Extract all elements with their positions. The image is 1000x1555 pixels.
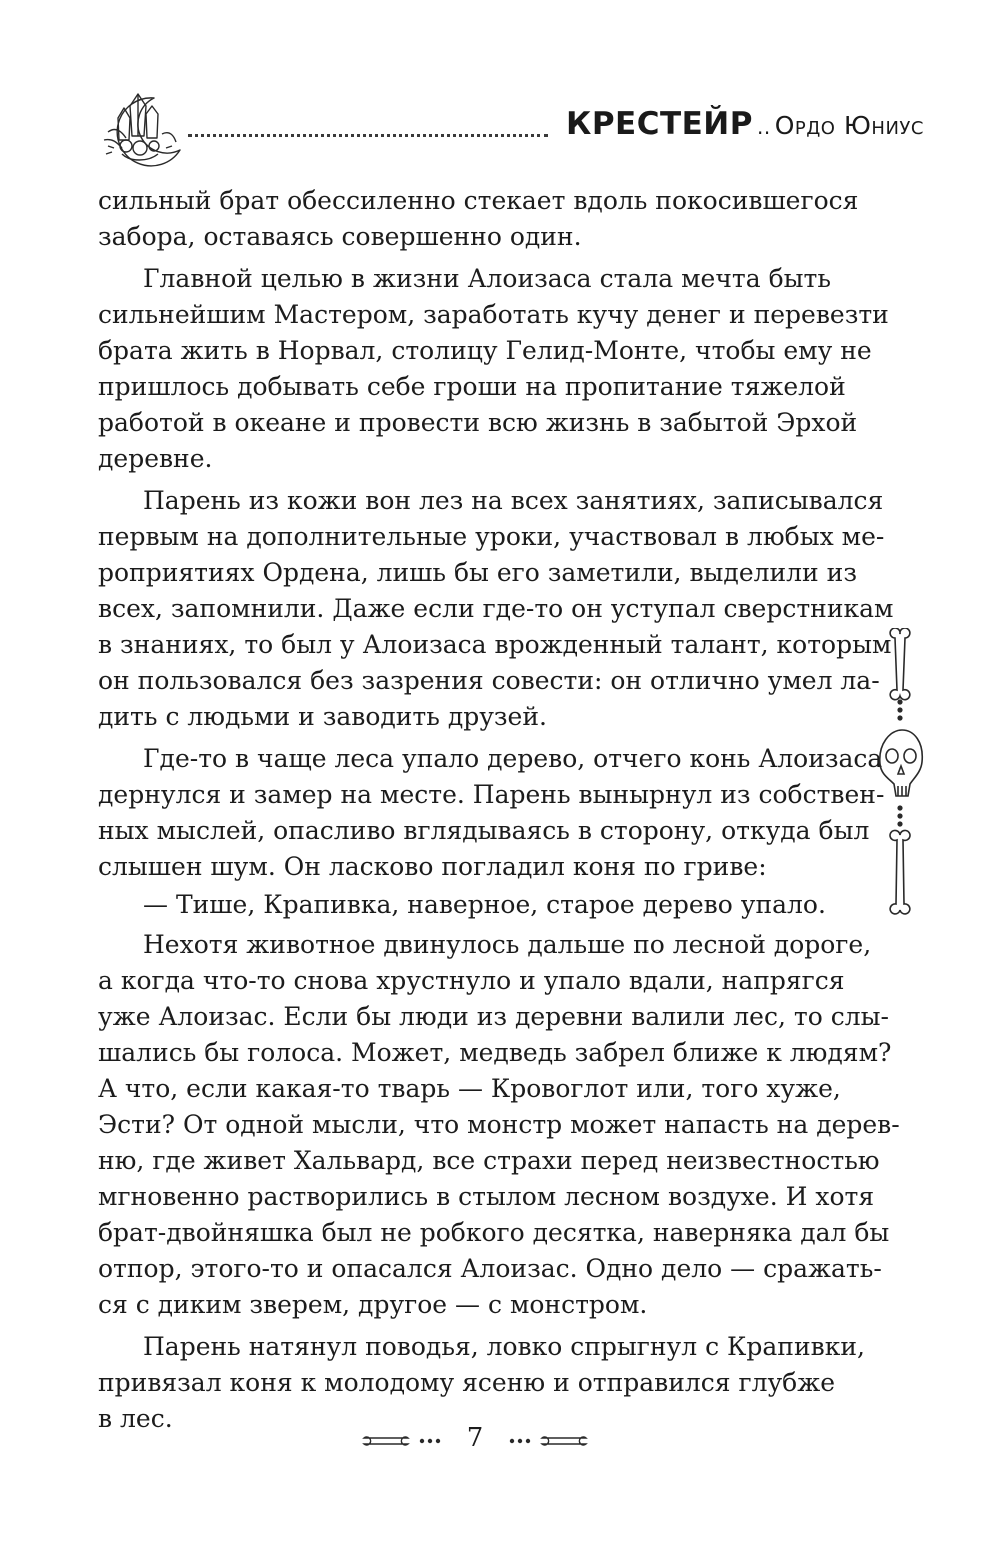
running-header xyxy=(0,0,1000,170)
text-line: сильнейшим Мастером, заработать кучу денег и перевезти xyxy=(98,300,889,329)
text-line: — Тише, Крапивка, наверное, старое дерево упало. xyxy=(143,890,826,919)
text-line: работой в океане и провести всю жизнь в забытой Эрхой xyxy=(98,408,858,437)
text-line: Нехотя животное двинулось дальше по лесной дороге, xyxy=(143,930,872,959)
text-line: уже Алоизас. Если бы люди из деревни валили лес, то слы- xyxy=(98,1002,889,1031)
text-line: пришлось добывать себе гроши на пропитание тяжелой xyxy=(98,372,846,401)
author-name: Ордо Юниус xyxy=(774,111,924,140)
text-line: отпор, этого-то и опасался Алоизас. Одно дело — сражать- xyxy=(98,1254,882,1283)
text-line: роприятиях Ордена, лишь бы его заметили, выделили из xyxy=(98,558,857,587)
text-line: Парень натянул поводья, ловко спрыгнул с Крапивки, xyxy=(143,1332,865,1361)
text-line: шались бы голоса. Может, медведь забрел ближе к людям? xyxy=(98,1038,892,1067)
text-line: первым на дополнительные уроки, участвовал в любых ме- xyxy=(98,522,885,551)
text-line: забора, оставаясь совершенно один. xyxy=(98,222,582,251)
text-line: слышен шум. Он ласково погладил коня по гриве: xyxy=(98,852,767,881)
text-line: Эсти? От одной мысли, что монстр может напасть на дерев- xyxy=(98,1110,900,1139)
page-footer xyxy=(0,1420,1000,1460)
text-line: ся с диким зверем, другое — с монстром. xyxy=(98,1290,648,1319)
text-line: привязал коня к молодому ясеню и отправился глубже xyxy=(98,1368,836,1397)
running-head-title xyxy=(566,106,924,142)
bone-divider-left-icon xyxy=(356,1431,442,1451)
text-line: в лес. xyxy=(98,1404,173,1433)
text-line: в знаниях, то был у Алоизаса врожденный талант, которым xyxy=(98,630,892,659)
text-line: а когда что-то снова хрустнуло и упало вдали, напрягся xyxy=(98,966,845,995)
text-line: дить с людьми и заводить друзей. xyxy=(98,702,547,731)
text-line: всех, запомнили. Даже если где-то он уступал сверстникам xyxy=(98,594,894,623)
text-line: сильный брат обессиленно стекает вдоль покосившегося xyxy=(98,186,859,215)
bone-skull-ornament-icon xyxy=(868,628,932,928)
text-line: он пользовался без зазрения совести: он отлично умел ла- xyxy=(98,666,880,695)
book-title: КРЕСТЕЙР xyxy=(566,106,753,142)
bone-divider-right-icon xyxy=(508,1431,594,1451)
crystal-moon-emblem-icon xyxy=(96,88,186,168)
header-separator: .. xyxy=(756,115,771,139)
text-line: мгновенно растворились в стылом лесном воздухе. И хотя xyxy=(98,1182,875,1211)
text-line: дернулся и замер на месте. Парень вынырнул из собствен- xyxy=(98,780,885,809)
page-number: 7 xyxy=(466,1423,484,1453)
text-line: брата жить в Норвал, столицу Гелид-Монте, чтобы ему не xyxy=(98,336,872,365)
text-line: Главной целью в жизни Алоизаса стала мечта быть xyxy=(143,264,831,293)
text-line: деревне. xyxy=(98,444,213,473)
dotted-leader xyxy=(188,134,548,137)
text-line: Где-то в чаще леса упало дерево, отчего конь Алоизаса xyxy=(143,744,883,773)
text-line: ню, где живет Хальвард, все страхи перед неизвестностью xyxy=(98,1146,880,1175)
text-line: брат-двойняшка был не робкого десятка, наверняка дал бы xyxy=(98,1218,890,1247)
text-line: ных мыслей, опасливо вглядываясь в сторону, откуда был xyxy=(98,816,870,845)
text-line: Парень из кожи вон лез на всех занятиях, записывался xyxy=(143,486,884,515)
text-line: А что, если какая-то тварь — Кровоглот или, того хуже, xyxy=(98,1074,841,1103)
